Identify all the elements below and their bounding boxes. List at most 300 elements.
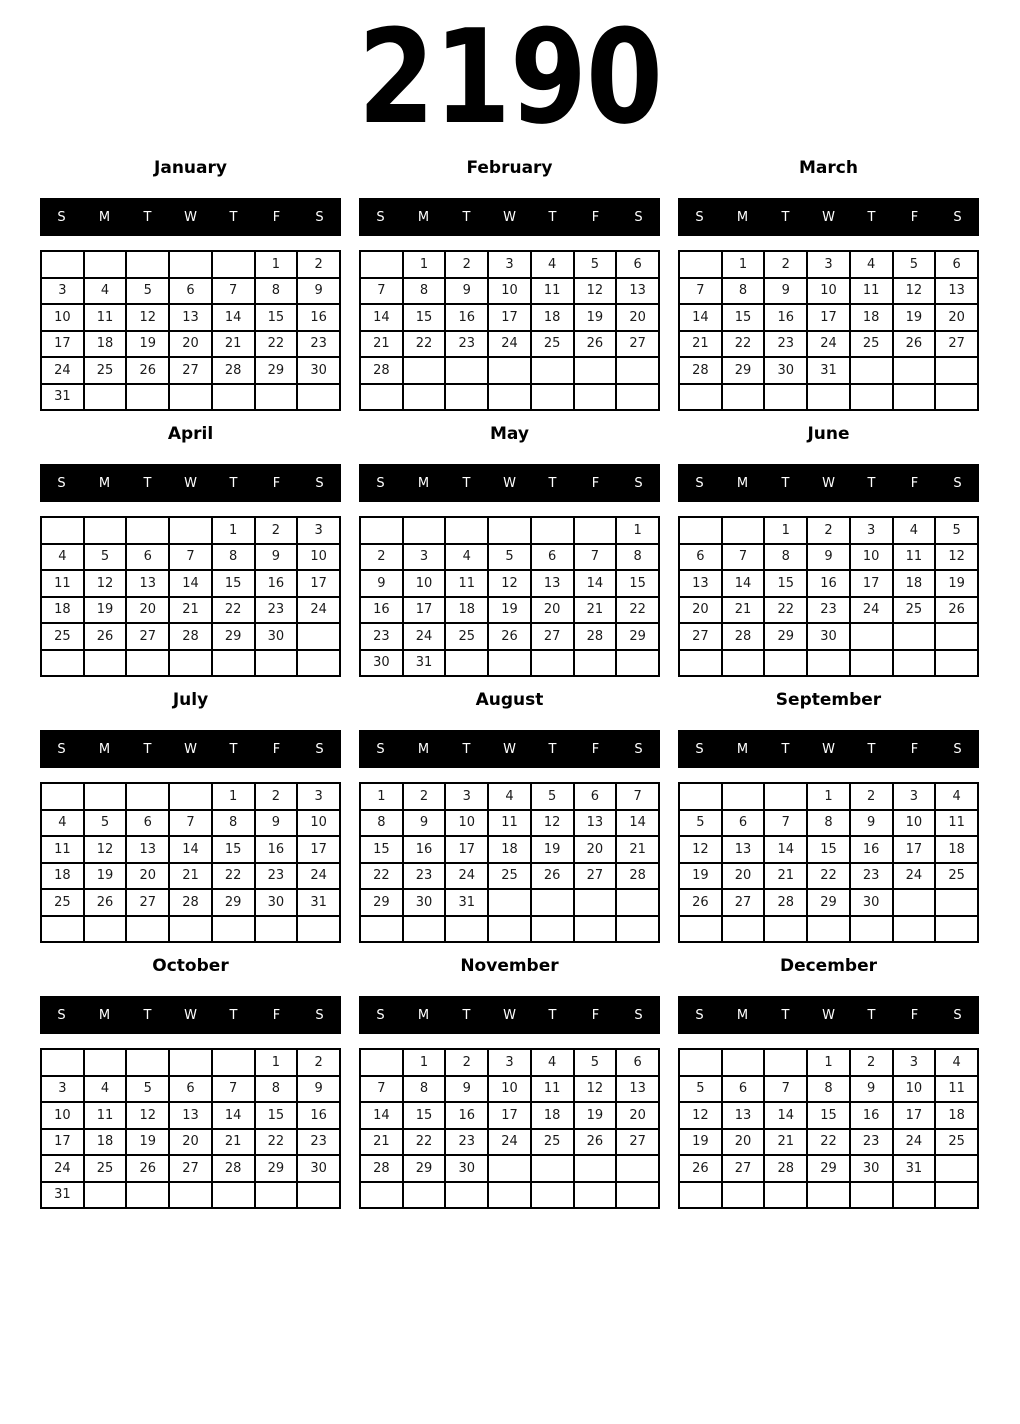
week-row [41,810,340,837]
empty-day-cell [126,650,169,677]
day-cell: 7 [722,544,765,571]
day-cell: 18 [531,304,574,331]
day-cell: 11 [488,810,531,837]
day-cell: 23 [445,1129,488,1156]
week-row [679,810,978,837]
month-title: November [460,956,559,976]
day-cell: 26 [84,623,127,650]
weekday-header [40,996,341,1034]
day-cell: 28 [764,1155,807,1182]
day-cell: 9 [850,1076,893,1103]
empty-day-cell [807,384,850,411]
week-row [360,650,659,677]
weekday-label: M [417,1007,430,1023]
month-title: March [799,158,858,178]
day-cell: 7 [212,278,255,305]
week-row [41,1049,340,1076]
weekday-label: W [503,1007,516,1023]
day-cell: 10 [297,544,340,571]
weekday-label: W [184,209,197,225]
weekday-label: W [822,475,835,491]
day-cell: 8 [807,1076,850,1103]
day-cell: 18 [531,1102,574,1129]
empty-day-cell [531,357,574,384]
day-cell: 10 [850,544,893,571]
day-cell: 5 [84,810,127,837]
empty-day-cell [212,384,255,411]
weekday-label: F [910,475,919,491]
weekday-label: T [143,741,152,757]
weekday-label: S [634,475,643,491]
empty-day-cell [679,1182,722,1209]
week-row [679,304,978,331]
day-cell: 11 [935,1076,978,1103]
day-cell: 14 [764,836,807,863]
month-block-february [359,156,660,411]
week-row [41,304,340,331]
day-cell: 6 [722,810,765,837]
day-cell: 19 [126,1129,169,1156]
day-cell: 4 [531,1049,574,1076]
day-cell: 30 [297,357,340,384]
day-cell: 16 [807,570,850,597]
day-cell: 5 [488,544,531,571]
day-cell: 7 [212,1076,255,1103]
day-cell: 5 [893,251,936,278]
day-cell: 30 [297,1155,340,1182]
day-cell: 15 [403,1102,446,1129]
day-cell: 3 [807,251,850,278]
day-cell: 30 [850,889,893,916]
empty-day-cell [212,650,255,677]
day-cell: 12 [84,836,127,863]
day-cell: 2 [445,251,488,278]
day-cell: 13 [574,810,617,837]
day-cell: 11 [935,810,978,837]
day-cell: 26 [574,1129,617,1156]
empty-day-cell [126,384,169,411]
day-cell: 7 [764,1076,807,1103]
day-cell: 30 [807,623,850,650]
week-row [360,1076,659,1103]
day-cell: 13 [722,836,765,863]
day-cell: 10 [41,304,84,331]
weekday-label: F [591,475,600,491]
day-cell: 10 [807,278,850,305]
day-cell: 4 [84,1076,127,1103]
empty-day-cell [360,916,403,943]
weekday-label: M [98,209,111,225]
week-row [679,783,978,810]
day-cell: 30 [360,650,403,677]
month-days-table [40,1048,341,1209]
day-cell: 20 [722,1129,765,1156]
day-cell: 13 [126,570,169,597]
day-cell: 21 [169,863,212,890]
empty-day-cell [84,517,127,544]
empty-day-cell [935,889,978,916]
month-block-june [678,422,979,677]
empty-day-cell [531,1155,574,1182]
day-cell: 21 [679,331,722,358]
month-title: July [172,690,209,710]
weekday-label: T [781,1007,790,1023]
week-row [360,863,659,890]
day-cell: 29 [212,623,255,650]
empty-day-cell [255,916,298,943]
day-cell: 26 [893,331,936,358]
day-cell: 21 [212,1129,255,1156]
day-cell: 4 [488,783,531,810]
empty-day-cell [84,916,127,943]
day-cell: 20 [169,331,212,358]
day-cell: 16 [445,304,488,331]
empty-day-cell [488,357,531,384]
week-row [679,570,978,597]
day-cell: 29 [255,357,298,384]
day-cell: 10 [893,1076,936,1103]
weekday-label: S [953,1007,962,1023]
weekday-header [678,198,979,236]
day-cell: 28 [616,863,659,890]
day-cell: 13 [679,570,722,597]
empty-day-cell [764,1049,807,1076]
weekday-label: S [634,741,643,757]
empty-day-cell [445,650,488,677]
day-cell: 20 [679,597,722,624]
empty-day-cell [41,783,84,810]
day-cell: 12 [893,278,936,305]
empty-day-cell [764,1182,807,1209]
day-cell: 17 [41,331,84,358]
empty-day-cell [850,916,893,943]
month-title: September [775,690,882,710]
day-cell: 19 [893,304,936,331]
day-cell: 18 [850,304,893,331]
day-cell: 24 [807,331,850,358]
weekday-label: F [591,741,600,757]
week-row [41,916,340,943]
week-row [41,783,340,810]
day-cell: 5 [84,544,127,571]
day-cell: 27 [722,889,765,916]
empty-day-cell [850,1182,893,1209]
months-grid [0,156,1020,1209]
weekday-label: S [57,741,66,757]
month-title: February [466,158,553,178]
empty-day-cell [126,783,169,810]
weekday-label: F [910,1007,919,1023]
day-cell: 3 [893,1049,936,1076]
day-cell: 8 [403,278,446,305]
day-cell: 3 [850,517,893,544]
weekday-label: T [462,1007,471,1023]
day-cell: 21 [169,597,212,624]
day-cell: 26 [574,331,617,358]
day-cell: 17 [893,1102,936,1129]
month-days-table [359,782,660,943]
month-block-april [40,422,341,677]
weekday-label: F [272,1007,281,1023]
week-row [41,597,340,624]
day-cell: 3 [297,517,340,544]
weekday-label: M [417,741,430,757]
empty-day-cell [679,1049,722,1076]
empty-day-cell [41,650,84,677]
empty-day-cell [169,916,212,943]
day-cell: 3 [41,278,84,305]
day-cell: 9 [807,544,850,571]
day-cell: 21 [574,597,617,624]
day-cell: 22 [255,331,298,358]
empty-day-cell [488,1182,531,1209]
day-cell: 10 [893,810,936,837]
day-cell: 28 [722,623,765,650]
month-days-table [40,250,341,411]
day-cell: 9 [445,278,488,305]
month-title: April [167,424,214,444]
day-cell: 20 [616,1102,659,1129]
day-cell: 22 [212,597,255,624]
day-cell: 23 [360,623,403,650]
day-cell: 27 [679,623,722,650]
day-cell: 6 [616,251,659,278]
month-days-table [678,250,979,411]
day-cell: 17 [850,570,893,597]
week-row [41,650,340,677]
day-cell: 9 [403,810,446,837]
empty-day-cell [84,783,127,810]
day-cell: 23 [850,863,893,890]
weekday-label: F [910,741,919,757]
empty-day-cell [360,1182,403,1209]
day-cell: 6 [531,544,574,571]
empty-day-cell [722,916,765,943]
empty-day-cell [169,1182,212,1209]
day-cell: 20 [935,304,978,331]
week-row [360,304,659,331]
day-cell: 1 [212,517,255,544]
day-cell: 2 [445,1049,488,1076]
empty-day-cell [297,1182,340,1209]
day-cell: 17 [297,570,340,597]
empty-day-cell [531,916,574,943]
day-cell: 1 [212,783,255,810]
empty-day-cell [212,1182,255,1209]
empty-day-cell [297,916,340,943]
empty-day-cell [807,1182,850,1209]
empty-day-cell [403,384,446,411]
weekday-label: W [184,741,197,757]
empty-day-cell [616,357,659,384]
month-block-may [359,422,660,677]
day-cell: 7 [360,278,403,305]
weekday-label: S [695,741,704,757]
weekday-label: M [736,209,749,225]
day-cell: 22 [360,863,403,890]
day-cell: 22 [255,1129,298,1156]
empty-day-cell [574,517,617,544]
day-cell: 19 [488,597,531,624]
empty-day-cell [935,623,978,650]
day-cell: 5 [935,517,978,544]
empty-day-cell [403,357,446,384]
day-cell: 12 [488,570,531,597]
weekday-label: W [822,209,835,225]
day-cell: 4 [41,810,84,837]
day-cell: 5 [679,810,722,837]
day-cell: 24 [445,863,488,890]
empty-day-cell [935,916,978,943]
day-cell: 18 [84,1129,127,1156]
day-cell: 31 [297,889,340,916]
day-cell: 31 [893,1155,936,1182]
day-cell: 29 [403,1155,446,1182]
day-cell: 17 [403,597,446,624]
empty-day-cell [850,623,893,650]
week-row [360,251,659,278]
day-cell: 11 [41,570,84,597]
day-cell: 18 [935,836,978,863]
weekday-label: S [695,1007,704,1023]
week-row [679,916,978,943]
day-cell: 2 [850,1049,893,1076]
empty-day-cell [126,1182,169,1209]
day-cell: 13 [169,1102,212,1129]
day-cell: 26 [488,623,531,650]
day-cell: 1 [807,1049,850,1076]
day-cell: 10 [403,570,446,597]
empty-day-cell [403,916,446,943]
day-cell: 31 [807,357,850,384]
month-block-march [678,156,979,411]
week-row [679,278,978,305]
week-row [679,384,978,411]
day-cell: 9 [255,544,298,571]
day-cell: 15 [764,570,807,597]
day-cell: 14 [616,810,659,837]
day-cell: 12 [574,278,617,305]
week-row [679,863,978,890]
empty-day-cell [488,650,531,677]
empty-day-cell [935,650,978,677]
empty-day-cell [531,384,574,411]
empty-day-cell [297,384,340,411]
day-cell: 6 [935,251,978,278]
day-cell: 24 [488,331,531,358]
weekday-header [678,996,979,1034]
day-cell: 13 [126,836,169,863]
day-cell: 27 [169,357,212,384]
day-cell: 11 [84,304,127,331]
weekday-label: T [867,475,876,491]
empty-day-cell [616,384,659,411]
day-cell: 10 [488,1076,531,1103]
empty-day-cell [574,1155,617,1182]
day-cell: 14 [360,1102,403,1129]
day-cell: 7 [169,544,212,571]
day-cell: 8 [255,1076,298,1103]
day-cell: 5 [679,1076,722,1103]
day-cell: 8 [764,544,807,571]
day-cell: 8 [807,810,850,837]
empty-day-cell [126,251,169,278]
day-cell: 11 [84,1102,127,1129]
empty-day-cell [893,1182,936,1209]
day-cell: 18 [84,331,127,358]
day-cell: 23 [297,1129,340,1156]
day-cell: 24 [297,863,340,890]
day-cell: 14 [764,1102,807,1129]
day-cell: 24 [488,1129,531,1156]
day-cell: 8 [360,810,403,837]
day-cell: 25 [445,623,488,650]
week-row [41,278,340,305]
empty-day-cell [893,889,936,916]
empty-day-cell [255,384,298,411]
day-cell: 14 [574,570,617,597]
empty-day-cell [488,517,531,544]
week-row [679,1182,978,1209]
day-cell: 21 [764,1129,807,1156]
day-cell: 12 [574,1076,617,1103]
day-cell: 27 [722,1155,765,1182]
empty-day-cell [531,889,574,916]
week-row [360,517,659,544]
empty-day-cell [255,650,298,677]
week-row [679,517,978,544]
weekday-label: T [462,475,471,491]
week-row [360,278,659,305]
day-cell: 1 [255,1049,298,1076]
empty-day-cell [488,916,531,943]
empty-day-cell [893,916,936,943]
weekday-label: S [57,475,66,491]
day-cell: 14 [212,304,255,331]
empty-day-cell [169,650,212,677]
week-row [360,1049,659,1076]
day-cell: 28 [360,1155,403,1182]
day-cell: 12 [84,570,127,597]
month-block-july [40,688,341,943]
empty-day-cell [531,650,574,677]
weekday-label: M [417,475,430,491]
day-cell: 25 [531,331,574,358]
month-days-table [678,1048,979,1209]
week-row [41,251,340,278]
empty-day-cell [84,251,127,278]
day-cell: 27 [126,889,169,916]
day-cell: 26 [126,1155,169,1182]
weekday-label: M [98,1007,111,1023]
day-cell: 23 [297,331,340,358]
week-row [41,357,340,384]
week-row [360,570,659,597]
weekday-label: T [781,209,790,225]
day-cell: 7 [169,810,212,837]
empty-day-cell [722,1182,765,1209]
day-cell: 29 [764,623,807,650]
weekday-label: T [781,475,790,491]
empty-day-cell [488,1155,531,1182]
day-cell: 29 [360,889,403,916]
empty-day-cell [255,1182,298,1209]
week-row [360,916,659,943]
empty-day-cell [212,916,255,943]
day-cell: 15 [807,1102,850,1129]
day-cell: 18 [488,836,531,863]
empty-day-cell [679,916,722,943]
